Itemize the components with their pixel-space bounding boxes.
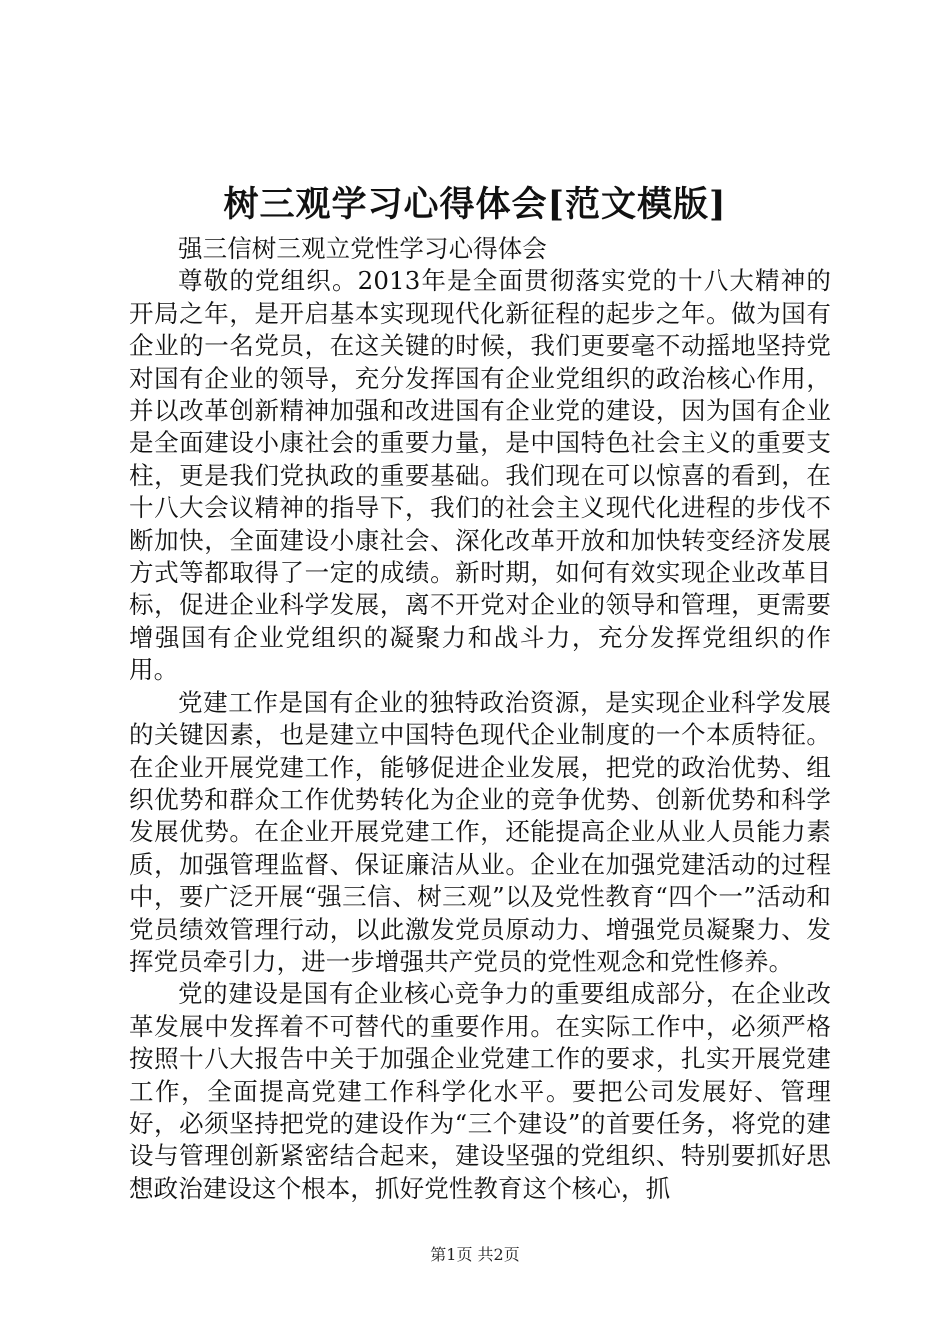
paragraph-2: 党建工作是国有企业的独特政治资源，是实现企业科学发展的关键因素，也是建立中国特色现代企业制度的一个本质特征。在企业开展党建工作，能够促进企业发展，把党的政治优势、组织优势和群众工作优势转化为企业的竞争优势、创新优势和科学发展优势。在企业开展党建工作，还能提高企业从业人员能力素质，加强管理监督、保证廉洁从业。企业在加强党建活动的过程中，要广泛开展“强三信、树三观”以及党性教育“四个一”活动和党员绩效管理行动，以此激发党员原动力、增强党员凝聚力、发挥党员牵引力，进一步增强共产党员的党性观念和党性修养。 (129, 687, 831, 976)
document-title: 树三观学习心得体会[范文模版] (223, 184, 727, 225)
subtitle-paragraph: 强三信树三观立党性学习心得体会 (178, 234, 547, 263)
paragraph-3: 党的建设是国有企业核心竞争力的重要组成部分，在企业改革发展中发挥着不可替代的重要作用。在实际工作中，必须严格按照十八大报告中关于加强企业党建工作的要求，扎实开展党建工作，全面提高党建工作科学化水平。要把公司发展好、管理好，必须坚持把党的建设作为“三个建设”的首要任务，将党的建设与管理创新紧密结合起来，建设坚强的党组织、特别要抓好思想政治建设这个根本，抓好党性教育这个核心，抓 (129, 979, 831, 1203)
document-body (129, 233, 831, 1205)
page-number-footer: 第1页 共2页 (430, 1245, 520, 1264)
paragraph-1: 尊敬的党组织。2013年是全面贯彻落实党的十八大精神的开局之年，是开启基本实现现代化新征程的起步之年。做为国有企业的一名党员，在这关键的时候，我们更要毫不动摇地坚持党对国有企业的领导，充分发挥国有企业党组织的政治核心作用，并以改革创新精神加强和改进国有企业党的建设，因为国有企业是全面建设小康社会的重要力量，是中国特色社会主义的重要支柱，更是我们党执政的重要基础。我们现在可以惊喜的看到，在十八大会议精神的指导下，我们的社会主义现代化进程的步伐不断加快，全面建设小康社会、深化改革开放和加快转变经济发展方式等都取得了一定的成绩。新时期，如何有效实现企业改革目标，促进企业科学发展，离不开党对企业的领导和管理，更需要增强国有企业党组织的凝聚力和战斗力，充分发挥党组织的作用。 (129, 266, 831, 685)
